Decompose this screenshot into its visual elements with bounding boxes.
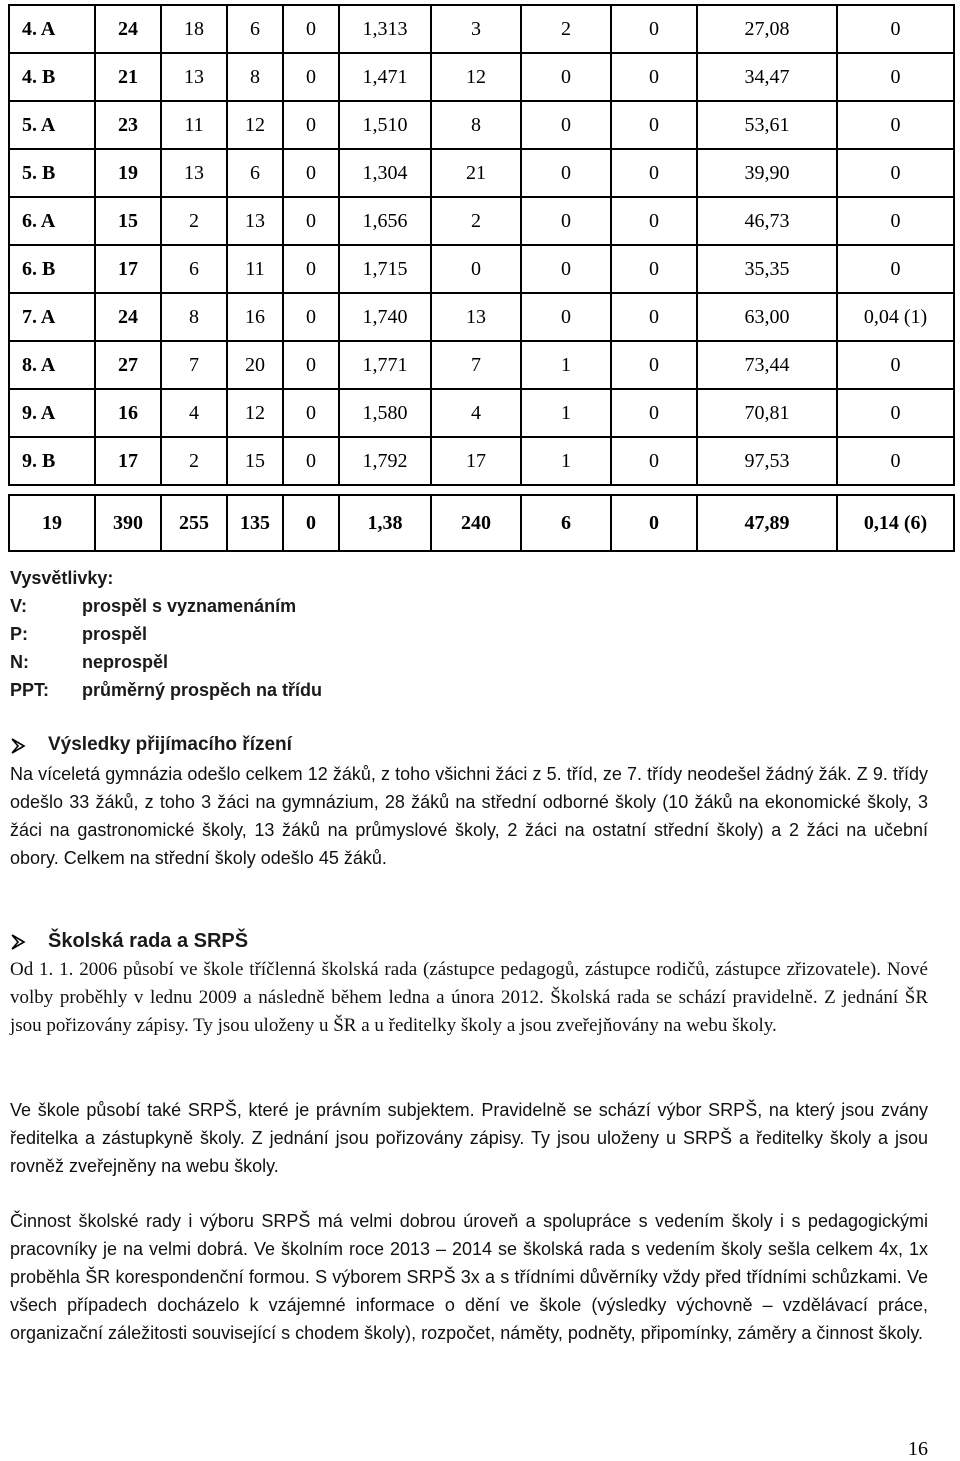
table-cell: 18 [161, 5, 227, 53]
table-cell: 1 [521, 341, 611, 389]
table-row [9, 5, 954, 53]
legend-item [10, 592, 322, 620]
table-cell: 0 [521, 53, 611, 101]
section-heading-school-council [48, 930, 248, 953]
table-cell: 39,90 [697, 149, 837, 197]
table-cell: 0 [283, 245, 339, 293]
table-cell: 0 [521, 149, 611, 197]
legend-key: N: [10, 652, 29, 672]
table-cell: 1,771 [339, 341, 431, 389]
total-cell: 255 [161, 495, 227, 551]
total-cell: 47,89 [697, 495, 837, 551]
separator-cell [697, 485, 837, 495]
table-cell: 24 [95, 293, 161, 341]
table-cell: 16 [227, 293, 283, 341]
table-cell: 2 [161, 437, 227, 485]
table-cell: 9. A [9, 389, 95, 437]
table-row [9, 53, 954, 101]
arrow-bullet-icon [10, 738, 26, 754]
table-cell: 15 [95, 197, 161, 245]
table-cell: 6. A [9, 197, 95, 245]
table-cell: 1,740 [339, 293, 431, 341]
table-cell: 4. A [9, 5, 95, 53]
council-paragraph-2: Ve škole působí také SRPŠ, které je právním subjektem. Pravidelně se schází výbor SRPŠ, na který jsou zvány ředitelka a zástupkyně školy. Z jednání jsou pořizovány zápisy. Ty jsou uloženy u SRPŠ a ředitelky školy a jsou rovněž zveřejněny na webu školy. [10, 1100, 928, 1176]
arrow-bullet-icon [10, 934, 26, 950]
table-cell: 1,313 [339, 5, 431, 53]
results-table [8, 4, 955, 552]
table-separator [9, 485, 954, 495]
table-cell: 0 [283, 341, 339, 389]
table-cell: 0 [837, 5, 954, 53]
table-cell: 0 [283, 293, 339, 341]
table-cell: 63,00 [697, 293, 837, 341]
table-cell: 0 [837, 389, 954, 437]
legend-text: neprospěl [82, 652, 169, 672]
total-cell: 390 [95, 495, 161, 551]
table-cell: 1 [521, 437, 611, 485]
table-cell: 6 [227, 149, 283, 197]
table-cell: 4. B [9, 53, 95, 101]
table-cell: 21 [431, 149, 521, 197]
table-cell: 0 [837, 53, 954, 101]
table-cell: 6 [227, 5, 283, 53]
table-cell: 70,81 [697, 389, 837, 437]
table-row [9, 293, 954, 341]
total-cell: 0 [283, 495, 339, 551]
table-cell: 0 [521, 245, 611, 293]
table-cell: 0 [611, 5, 697, 53]
table-cell: 1,510 [339, 101, 431, 149]
legend-key: V: [10, 596, 28, 616]
table-cell: 73,44 [697, 341, 837, 389]
separator-cell [9, 485, 95, 495]
table-row [9, 389, 954, 437]
legend [10, 564, 322, 704]
table-cell: 13 [161, 53, 227, 101]
table-cell: 0 [837, 197, 954, 245]
legend-text: průměrný prospěch na třídu [82, 680, 323, 700]
table-cell: 0 [611, 389, 697, 437]
table-cell: 7 [161, 341, 227, 389]
total-cell: 6 [521, 495, 611, 551]
table-cell: 35,35 [697, 245, 837, 293]
table-cell: 0 [283, 5, 339, 53]
table-row [9, 101, 954, 149]
table-cell: 2 [431, 197, 521, 245]
table-cell: 24 [95, 5, 161, 53]
table-cell: 0 [611, 101, 697, 149]
separator-cell [521, 485, 611, 495]
table-cell: 0 [611, 197, 697, 245]
table-cell: 27,08 [697, 5, 837, 53]
table-cell: 2 [521, 5, 611, 53]
heading-text: Výsledky přijímacího řízení [48, 734, 292, 755]
admissions-paragraph: Na víceletá gymnázia odešlo celkem 12 žáků, z toho všichni žáci z 5. tříd, ze 7. třídy neodešel žádný žák. Z 9. třídy odešlo 33 žáků, z toho 3 žáci na gymnázium, 28 žáků na střední odborné školy (10 žáků na ekonomické školy, 3 žáci na gastronomické školy, 13 žáků na průmyslové školy, 2 žáci na ostatní střední školy) a 2 žáci na učební obory. Celkem na střední školy odešlo 45 žáků. [10, 764, 928, 868]
legend-item [10, 676, 322, 704]
table-cell: 1,792 [339, 437, 431, 485]
separator-cell [227, 485, 283, 495]
legend-text: prospěl [82, 624, 148, 644]
table-cell: 0 [837, 341, 954, 389]
table-cell: 4 [161, 389, 227, 437]
table-cell: 0 [521, 101, 611, 149]
table-cell: 0 [837, 245, 954, 293]
table-cell: 15 [227, 437, 283, 485]
legend-title: Vysvětlivky: [10, 568, 114, 588]
table-cell: 11 [161, 101, 227, 149]
section-heading-admissions [48, 734, 292, 756]
table-cell: 17 [431, 437, 521, 485]
table-cell: 7 [431, 341, 521, 389]
separator-cell [837, 485, 954, 495]
separator-cell [339, 485, 431, 495]
table-cell: 1,715 [339, 245, 431, 293]
table-cell: 6. B [9, 245, 95, 293]
total-cell: 0,14 (6) [837, 495, 954, 551]
table-cell: 8. A [9, 341, 95, 389]
table-cell: 0 [611, 53, 697, 101]
table-cell: 1,304 [339, 149, 431, 197]
table-cell: 6 [161, 245, 227, 293]
table-cell: 0 [283, 437, 339, 485]
total-cell: 0 [611, 495, 697, 551]
table-cell: 0 [611, 437, 697, 485]
table-cell: 17 [95, 245, 161, 293]
table-cell: 0,04 (1) [837, 293, 954, 341]
table-cell: 0 [283, 197, 339, 245]
total-cell: 1,38 [339, 495, 431, 551]
separator-cell [95, 485, 161, 495]
table-cell: 12 [431, 53, 521, 101]
table-cell: 12 [227, 101, 283, 149]
legend-item [10, 648, 322, 676]
table-cell: 17 [95, 437, 161, 485]
table-row [9, 341, 954, 389]
table-row [9, 437, 954, 485]
table-cell: 0 [283, 101, 339, 149]
table-cell: 2 [161, 197, 227, 245]
table-cell: 11 [227, 245, 283, 293]
table-cell: 16 [95, 389, 161, 437]
separator-cell [611, 485, 697, 495]
table-cell: 3 [431, 5, 521, 53]
table-cell: 23 [95, 101, 161, 149]
table-cell: 0 [837, 149, 954, 197]
table-cell: 27 [95, 341, 161, 389]
table-cell: 0 [611, 293, 697, 341]
legend-key: P: [10, 624, 28, 644]
table-cell: 1,656 [339, 197, 431, 245]
table-cell: 9. B [9, 437, 95, 485]
table-row [9, 197, 954, 245]
council-paragraph-1: Od 1. 1. 2006 působí ve škole tříčlenná školská rada (zástupce pedagogů, zástupce rodičů, zástupce zřizovatele). Nové volby proběhly v lednu 2009 a následně během ledna a února 2012. Školská rada se schází pravidelně. Z jednání ŠR jsou pořizovány zápisy. Ty jsou uloženy u ŠR a u ředitelky školy a jsou zveřejňovány na webu školy. [10, 959, 928, 1036]
table-cell: 8 [431, 101, 521, 149]
table-cell: 0 [611, 149, 697, 197]
table-total-row [9, 495, 954, 551]
table-cell: 5. B [9, 149, 95, 197]
table-cell: 13 [227, 197, 283, 245]
table-cell: 13 [161, 149, 227, 197]
table-cell: 1 [521, 389, 611, 437]
total-cell: 240 [431, 495, 521, 551]
table-cell: 97,53 [697, 437, 837, 485]
table-cell: 19 [95, 149, 161, 197]
table-cell: 46,73 [697, 197, 837, 245]
table-cell: 5. A [9, 101, 95, 149]
legend-key: PPT: [10, 680, 50, 700]
table-cell: 0 [521, 293, 611, 341]
table-row [9, 245, 954, 293]
table-cell: 8 [161, 293, 227, 341]
table-cell: 0 [611, 245, 697, 293]
table-cell: 0 [283, 53, 339, 101]
table-cell: 0 [837, 101, 954, 149]
total-cell: 135 [227, 495, 283, 551]
table-cell: 0 [283, 149, 339, 197]
legend-text: prospěl s vyznamenáním [82, 596, 297, 616]
table-cell: 53,61 [697, 101, 837, 149]
council-paragraph-3: Činnost školské rady i výboru SRPŠ má velmi dobrou úroveň a spolupráce s vedením školy i s pedagogickými pracovníky je na velmi dobrá. Ve školním roce 2013 – 2014 se školská rada s vedením školy sešla celkem 4x, 1x proběhla ŠR korespondenční formou. S výborem SRPŠ 3x a s třídními důvěrníky vždy před třídními schůzkami. Ve všech případech docházelo k vzájemné informace o dění ve škole (výsledky výchovně – vzdělávací práce, organizační záležitosti související s chodem školy), rozpočet, náměty, podněty, připomínky, záměry a činnost školy. [10, 1211, 928, 1343]
page-number: 16 [908, 1438, 928, 1460]
heading-text: Školská rada a SRPŠ [48, 930, 249, 952]
table-cell: 0 [521, 197, 611, 245]
table-cell: 1,580 [339, 389, 431, 437]
table-cell: 4 [431, 389, 521, 437]
total-cell: 19 [9, 495, 95, 551]
table-cell: 0 [283, 389, 339, 437]
table-cell: 7. A [9, 293, 95, 341]
table-cell: 20 [227, 341, 283, 389]
legend-item [10, 620, 322, 648]
separator-cell [283, 485, 339, 495]
table-row [9, 149, 954, 197]
table-cell: 21 [95, 53, 161, 101]
table-cell: 12 [227, 389, 283, 437]
table-cell: 8 [227, 53, 283, 101]
table-cell: 0 [611, 341, 697, 389]
table-cell: 0 [837, 437, 954, 485]
separator-cell [431, 485, 521, 495]
separator-cell [161, 485, 227, 495]
table-cell: 0 [431, 245, 521, 293]
table-cell: 13 [431, 293, 521, 341]
table-cell: 1,471 [339, 53, 431, 101]
table-cell: 34,47 [697, 53, 837, 101]
